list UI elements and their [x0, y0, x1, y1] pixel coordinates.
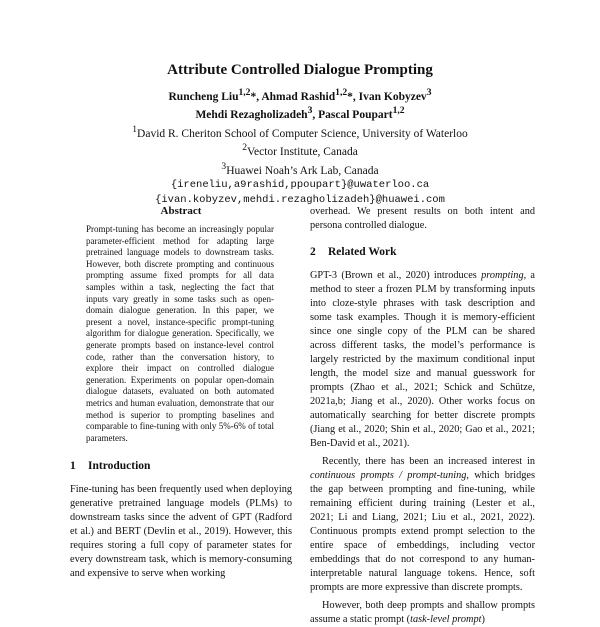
- email-line[interactable]: {ireneliu,a9rashid,ppoupart}@uwaterloo.ca: [170, 179, 430, 192]
- related-work-paragraph: Recently, there has been an increased interest in continuous prompts / prompt-tuning, which bridges the gap between prompting and fine-tuning, while remaining efficient during training (Lester et al., 2021; Li and Liang, 2021; Liu et al., 2021, 2022). Continuous prompts extend prompt selection to the entire space of embeddings, including vector embeddings that do not correspond to any human-interpretable natural language tokens. Hence, soft prompts are more expressive than discrete prompts.: [310, 456, 536, 593]
- paper-title: Attribute Controlled Dialogue Prompting: [167, 62, 433, 78]
- author-name: , Ivan Kobyzev: [352, 90, 427, 103]
- abstract-text: Prompt-tuning has become an increasingly popular parameter-efficient method for adapting large pretrained language models to downstream tasks. However, both discrete prompting and continuous prompting assume fixed prompts for all data samples within a task, neglecting the fact that inputs vary greatly in some tasks such as open-domain dialogue generation. In this paper, we present a novel, instance-specific prompt-tuning algorithm for dialogue generation. Specifically, we generate prompts based on instance-level control code, rather than the conversation history, to explore their impact on controlled dialogue generation. Experiments on popular open-domain dialogue datasets, evaluated on both automated metrics and human evaluation, demonstrate that our method is superior to prompting baselines and comparable to fine-tuning with only 5%-6% of total parameters.: [86, 224, 274, 443]
- introduction-paragraph: Fine-tuning has been frequently used when deploying generative pretrained language models (PLMs) to downstream tasks since the advent of GPT (Radford et al.) and BERT (Devlin et al., 2019). However, this requires storing a full copy of parameter states for every downstream task, which is memory-consuming and expensive to serve when working: [70, 484, 292, 580]
- author-line-1: Runcheng Liu$^{1,2}$*, Ahmad Rashid$^{1,2}$*, Ivan Kobyzev$^3$: [168, 87, 432, 103]
- affiliation: $^1$David R. Cheriton School of Computer Science, University of Waterloo: [132, 123, 468, 140]
- author-sup: 3: [307, 105, 313, 117]
- author-sup: 3: [426, 87, 432, 98]
- email-line[interactable]: {ivan.kobyzev,mehdi.rezagholizadeh}@huawei.com: [155, 193, 445, 206]
- abstract-heading: Abstract: [160, 205, 202, 217]
- related-work-paragraph: GPT-3 (Brown et al., 2020) introduces prompting, a method to steer a frozen PLM by transforming inputs into cloze-style phrases with task description and some task examples. Though it is memory-efficient since one single copy of the PLM can be shared across different tasks, the model’s performance is largely restricted by the maximum conditional input length, the model size and manual guesswork for prompts (Zhao et al., 2021; Schick and Schütze, 2021a,b; Jiang et al., 2020). Other works focus on automatically searching for better discrete prompts (Jiang et al., 2020; Shin et al., 2020; Gao et al., 2021; Ben-David et al., 2021).: [310, 270, 536, 449]
- author-name: , Pascal Poupart: [312, 109, 393, 122]
- author-sup: 1,2: [335, 87, 348, 98]
- author-sup: 1,2: [392, 105, 405, 117]
- section-heading-related-work: 2 Related Work: [310, 246, 397, 258]
- author-name: , Ahmad Rashid: [256, 90, 336, 103]
- author-name: Runcheng Liu: [168, 90, 239, 103]
- continued-paragraph: overhead. We present results on both intent and persona controlled dialogue.: [310, 206, 535, 231]
- author-block: [0, 86, 600, 207]
- left-column: [70, 205, 292, 581]
- author-line-2: [0, 104, 600, 122]
- section-heading-introduction: 1 Introduction: [70, 460, 151, 473]
- related-work-paragraph: However, both deep prompts and shallow prompts assume a static prompt (task-level prompt): [310, 600, 535, 625]
- author-sup: 1,2: [238, 87, 251, 98]
- author-name: Mehdi Rezagholizadeh: [195, 109, 308, 122]
- right-column: [310, 205, 535, 627]
- affiliation: $^2$Vector Institute, Canada: [242, 142, 358, 159]
- affiliation: $^3$Huawei Noah’s Ark Lab, Canada: [221, 160, 379, 177]
